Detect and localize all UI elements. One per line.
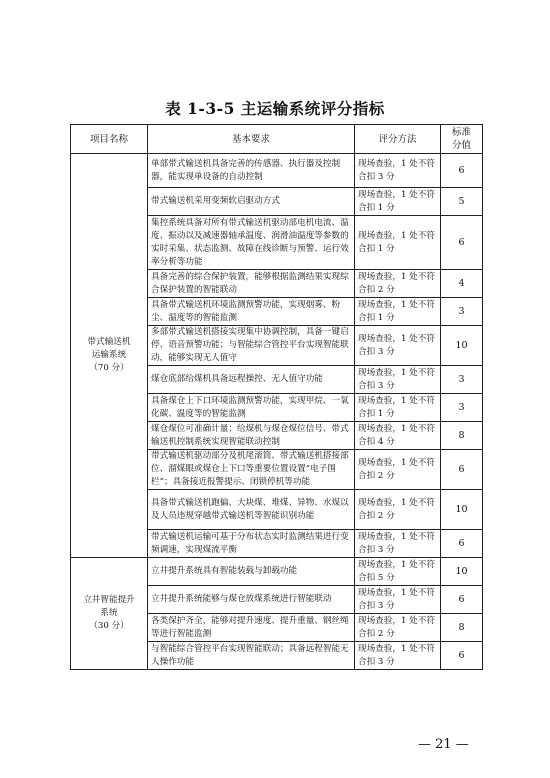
header-item: 项目名称 (71, 125, 148, 154)
requirement-cell: 具备煤仓上下口环境监测预警功能，实现甲烷、一氧化碳、温度等的智能监测 (148, 394, 355, 422)
requirement-cell: 单部带式输送机具备完善的传感器、执行器及控制器，能实现单设备的自动控制 (148, 154, 355, 188)
table-title: 表 1-3-5 主运输系统评分指标 (165, 99, 385, 118)
requirement-cell: 集控系统具备对所有带式输送机驱动部电机电流、温度、振动以及减速器轴承温度、润滑油温度等参数的实时采集、状态监测、故障在线诊断与预警、运行效率分析等功能 (148, 216, 355, 270)
requirement-cell: 煤仓底部给煤机具备远程操控、无人值守功能 (148, 366, 355, 394)
method-cell: 现场查验，1 处不符合扣 1 分 (355, 298, 441, 326)
score-cell: 4 (441, 270, 483, 298)
table-row (71, 558, 483, 586)
category-cell (71, 558, 148, 670)
score-cell: 3 (441, 394, 483, 422)
score-cell: 3 (441, 298, 483, 326)
score-cell: 8 (441, 614, 483, 642)
scoring-table (70, 124, 483, 670)
requirement-cell: 具备带式输送机环境监测预警功能，实现烟雾、粉尘、温度等的智能监测 (148, 298, 355, 326)
category-cell (71, 154, 148, 558)
category-name-line: （70 分） (89, 363, 129, 373)
score-cell: 6 (441, 586, 483, 614)
category-name-line: 带式输送机 (87, 337, 131, 347)
score-cell: 6 (441, 154, 483, 188)
category-name-line: 立井智能提升 (83, 595, 135, 605)
score-cell: 6 (441, 642, 483, 670)
requirement-cell: 多部带式输送机搭接实现集中协调控制，具备一键启停、语音预警功能；与智能综合管控平台实现智能联动，能够实现无人值守 (148, 326, 355, 366)
requirement-cell: 各类保护齐全，能够对提升速度、提升重量、钢丝绳等进行智能监测 (148, 614, 355, 642)
score-cell: 3 (441, 366, 483, 394)
page-number: — 21 — (418, 737, 469, 752)
requirement-cell: 煤仓煤位可准确计量；给煤机与煤仓煤位信号、带式输送机控制系统实现智能联动控制 (148, 422, 355, 450)
score-cell: 10 (441, 558, 483, 586)
method-cell: 现场查验，1 处不符合扣 2 分 (355, 450, 441, 490)
requirement-cell: 具备带式输送机跑偏、大块煤、堆煤、异物、水煤以及人员违规穿越带式输送机等智能识别功能 (148, 490, 355, 530)
method-cell: 现场查验，1 处不符合扣 3 分 (355, 154, 441, 188)
score-cell: 6 (441, 450, 483, 490)
method-cell: 现场查验，1 处不符合扣 2 分 (355, 270, 441, 298)
score-cell: 8 (441, 422, 483, 450)
method-cell: 现场查验，1 处不符合扣 1 分 (355, 394, 441, 422)
requirement-cell: 立井提升系统具有智能装载与卸载功能 (148, 558, 355, 586)
requirement-cell: 带式输送机驱动部分及机尾滚筒、带式输送机搭接部位、溜煤眼或煤仓上下口等重要位置设置“电子围栏”；具备接近报警提示、闭锁停机等功能 (148, 450, 355, 490)
method-cell: 现场查验，1 处不符合扣 2 分 (355, 614, 441, 642)
method-cell: 现场查验，1 处不符合扣 1 分 (355, 188, 441, 216)
table-row (71, 154, 483, 188)
table-header-row (71, 125, 483, 154)
score-cell: 10 (441, 490, 483, 530)
method-cell: 现场查验，1 处不符合扣 3 分 (355, 366, 441, 394)
method-cell: 现场查验，1 处不符合扣 3 分 (355, 642, 441, 670)
requirement-cell: 带式输送机运输可基于分布状态实时监测结果进行变频调速，实现煤流平衡 (148, 530, 355, 558)
header-method: 评分方法 (355, 125, 441, 154)
score-cell: 6 (441, 216, 483, 270)
method-cell: 现场查验，1 处不符合扣 3 分 (355, 586, 441, 614)
header-requirement: 基本要求 (148, 125, 355, 154)
header-score-line1: 标准 (451, 127, 471, 138)
method-cell: 现场查验，1 处不符合扣 1 分 (355, 216, 441, 270)
method-cell: 现场查验，1 处不符合扣 4 分 (355, 422, 441, 450)
category-name-line: （30 分） (89, 621, 129, 631)
method-cell: 现场查验，1 处不符合扣 2 分 (355, 490, 441, 530)
method-cell: 现场查验，1 处不符合扣 3 分 (355, 326, 441, 366)
score-cell: 5 (441, 188, 483, 216)
score-cell: 10 (441, 326, 483, 366)
category-name-line: 系统 (100, 608, 118, 618)
method-cell: 现场查验，1 处不符合扣 5 分 (355, 558, 441, 586)
requirement-cell: 具备完善的综合保护装置，能够根据监测结果实现综合保护装置的智能联动 (148, 270, 355, 298)
header-score-line2: 分值 (451, 140, 471, 151)
requirement-cell: 与智能综合管控平台实现智能联动；具备远程智能无人操作功能 (148, 642, 355, 670)
header-score (441, 125, 483, 154)
score-cell: 6 (441, 530, 483, 558)
method-cell: 现场查验，1 处不符合扣 3 分 (355, 530, 441, 558)
requirement-cell: 带式输送机采用变频软启驱动方式 (148, 188, 355, 216)
requirement-cell: 立井提升系统能够与煤仓放煤系统进行智能联动 (148, 586, 355, 614)
category-name-line: 运输系统 (91, 350, 127, 360)
